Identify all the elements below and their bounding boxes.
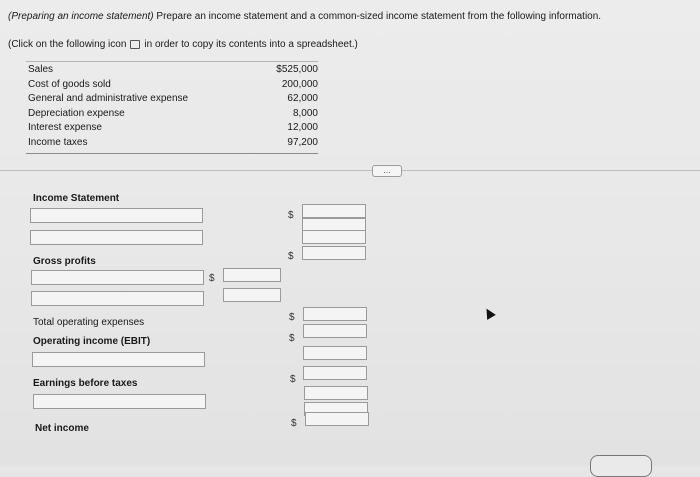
- table-row: Depreciation expense 8,000: [28, 107, 318, 119]
- currency-label: $: [289, 312, 295, 323]
- percent-input[interactable]: [303, 324, 367, 338]
- instruction-before: (Click on the following icon: [8, 39, 127, 50]
- amount-input[interactable]: [302, 230, 366, 244]
- amount-input[interactable]: [305, 412, 369, 426]
- currency-label: $: [290, 374, 296, 385]
- currency-label: $: [291, 418, 297, 429]
- prompt-label: (Preparing an income statement): [8, 11, 154, 22]
- prompt-text: Prepare an income statement and a common-sized income statement from the following information.: [156, 11, 602, 22]
- section-divider: [0, 170, 700, 171]
- expand-more-button[interactable]: …: [372, 165, 402, 177]
- currency-label: $: [288, 210, 294, 221]
- table-row: Interest expense 12,000: [28, 122, 318, 133]
- currency-label: $: [288, 251, 294, 262]
- copy-instruction: [8, 39, 358, 50]
- line-item-input[interactable]: [32, 352, 205, 367]
- percent-input[interactable]: [303, 366, 367, 380]
- income-statement-heading: Income Statement: [33, 193, 120, 204]
- mouse-pointer-icon: [482, 306, 496, 320]
- percent-input[interactable]: [302, 246, 366, 260]
- table-top-rule: [26, 61, 318, 62]
- line-item-input[interactable]: [31, 270, 204, 285]
- currency-label: $: [289, 333, 295, 344]
- clipboard-icon[interactable]: [130, 40, 140, 49]
- corner-control[interactable]: [590, 455, 652, 477]
- operating-income-label: Operating income (EBIT): [33, 336, 151, 347]
- currency-label: $: [209, 273, 215, 284]
- amount-input[interactable]: [223, 268, 281, 282]
- line-item-input[interactable]: [33, 394, 206, 409]
- net-income-label: Net income: [35, 423, 89, 434]
- table-row: Sales $525,000: [28, 64, 318, 75]
- amount-input[interactable]: [303, 307, 367, 321]
- amount-input[interactable]: [303, 346, 367, 360]
- line-item-input[interactable]: [30, 208, 203, 223]
- question-prompt: [8, 10, 601, 24]
- earnings-before-taxes-label: Earnings before taxes: [33, 378, 138, 389]
- line-item-input[interactable]: [31, 291, 204, 306]
- gross-profits-label: Gross profits: [33, 256, 96, 267]
- table-row: Cost of goods sold 200,000: [28, 78, 318, 90]
- total-operating-expenses-label: Total operating expenses: [33, 317, 145, 328]
- table-row: Income taxes 97,200: [28, 136, 318, 148]
- table-bottom-rule: [26, 153, 318, 154]
- amount-input[interactable]: [302, 204, 366, 218]
- line-item-input[interactable]: [30, 230, 203, 245]
- table-row: General and administrative expense 62,000: [28, 93, 318, 104]
- percent-input[interactable]: [223, 288, 281, 302]
- instruction-after: in order to copy its contents into a spreadsheet.): [144, 39, 358, 50]
- source-data-table: [28, 63, 318, 150]
- amount-input[interactable]: [304, 386, 368, 400]
